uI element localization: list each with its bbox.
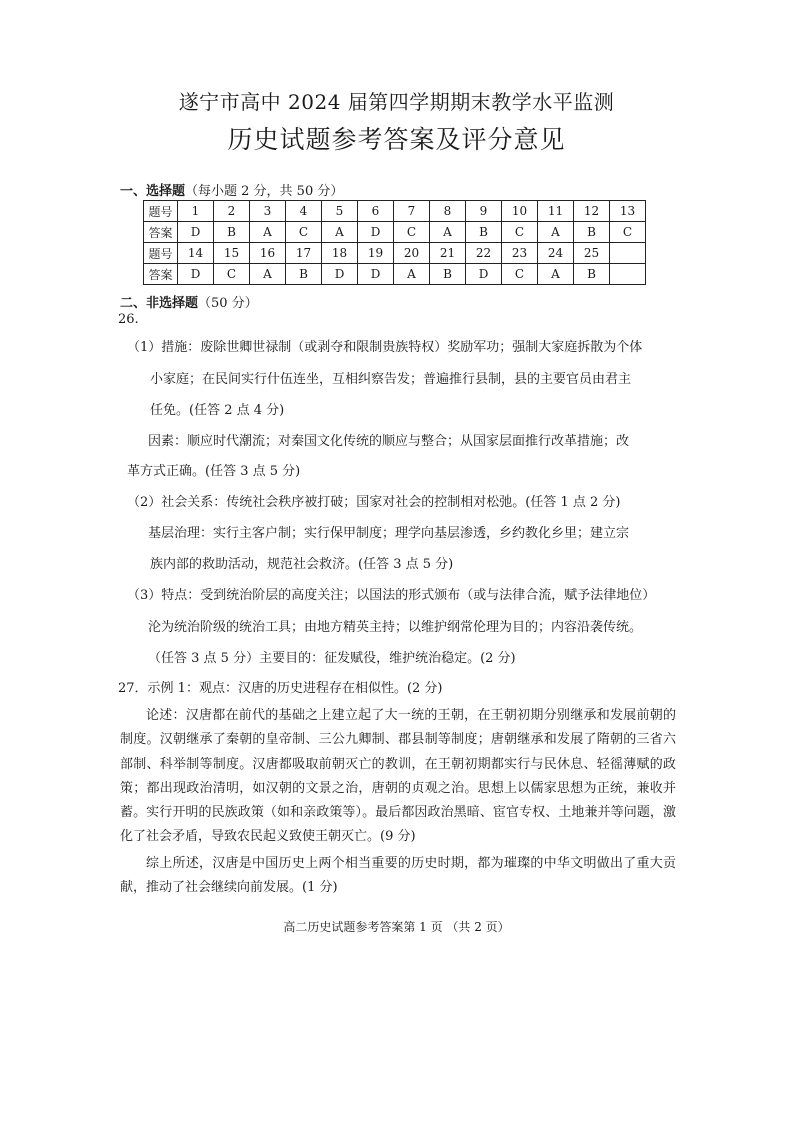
answer-cell: C xyxy=(502,264,538,285)
answer-row xyxy=(144,222,646,243)
answer-cell: C xyxy=(610,222,646,243)
answer-cell: D xyxy=(322,264,358,285)
question-number-cell: 22 xyxy=(466,243,502,264)
q26-part2-line2: 基层治理：实行主客户制；实行保甲制度；理学向基层渗透，乡约教化乡里；建立宗 xyxy=(148,526,630,541)
section-1-label: 一、选择题 xyxy=(120,184,186,199)
answer-cell: B xyxy=(286,264,322,285)
q26-part3-line3: （任答 3 点 5 分）主要目的：征发赋役，维护统治稳定。(2 分) xyxy=(148,651,516,666)
answer-cell: D xyxy=(358,264,394,285)
q26-part1-line5: 革方式正确。(任答 3 点 5 分) xyxy=(127,464,301,479)
question-number-cell: 13 xyxy=(610,201,646,222)
question-number-cell: 4 xyxy=(286,201,322,222)
question-number-cell: 14 xyxy=(178,243,214,264)
question-number-cell xyxy=(610,243,646,264)
document-title: 历史试题参考答案及评分意见 xyxy=(227,125,566,154)
answer-row xyxy=(144,264,646,285)
answer-cell: D xyxy=(178,264,214,285)
question-number-header: 题号 xyxy=(144,243,178,264)
question-26-number: 26. xyxy=(118,312,139,327)
question-number-row xyxy=(144,201,646,222)
answer-cell: B xyxy=(574,222,610,243)
answer-cell: C xyxy=(214,264,250,285)
question-number-cell: 24 xyxy=(538,243,574,264)
page-footer: 高二历史试题参考答案第 1 页 （共 2 页） xyxy=(283,920,510,934)
question-number-cell: 18 xyxy=(322,243,358,264)
question-number-cell: 20 xyxy=(394,243,430,264)
question-number-cell: 10 xyxy=(502,201,538,222)
question-number-cell: 2 xyxy=(214,201,250,222)
section-2-heading xyxy=(120,292,258,311)
answer-cell: C xyxy=(502,222,538,243)
question-number-cell: 19 xyxy=(358,243,394,264)
question-number-cell: 9 xyxy=(466,201,502,222)
q26-part2-line1: （2）社会关系：传统社会秩序被打破；国家对社会的控制相对松弛。(任答 1 点 2 分) xyxy=(127,495,621,510)
answer-cell: C xyxy=(394,222,430,243)
question-number-cell: 21 xyxy=(430,243,466,264)
question-number-cell: 3 xyxy=(250,201,286,222)
exam-title: 遂宁市高中 2024 届第四学期期末教学水平监测 xyxy=(178,90,615,114)
question-number-cell: 15 xyxy=(214,243,250,264)
answer-cell: A xyxy=(250,264,286,285)
answer-cell: C xyxy=(286,222,322,243)
answer-cell: A xyxy=(538,264,574,285)
answer-cell: D xyxy=(178,222,214,243)
answer-cell: A xyxy=(250,222,286,243)
answer-cell: A xyxy=(430,222,466,243)
q26-part1-line3: 任免。(任答 2 点 4 分) xyxy=(150,403,285,418)
question-number-cell: 25 xyxy=(574,243,610,264)
question-number-cell: 8 xyxy=(430,201,466,222)
section-2-note: （50 分） xyxy=(198,296,258,311)
answer-cell: A xyxy=(394,264,430,285)
question-number-cell: 17 xyxy=(286,243,322,264)
answer-header: 答案 xyxy=(144,264,178,285)
answer-cell: B xyxy=(430,264,466,285)
question-number-cell: 11 xyxy=(538,201,574,222)
section-1-note: （每小题 2 分，共 50 分） xyxy=(185,184,344,199)
q26-part2-line3: 族内部的救助活动，规范社会救济。(任答 3 点 5 分) xyxy=(150,557,454,572)
q26-part1-line2: 小家庭；在民间实行什伍连坐，互相纠察告发；普遍推行县制，县的主要官员由君主 xyxy=(150,372,632,387)
answer-table xyxy=(143,200,646,285)
answer-cell xyxy=(610,264,646,285)
q27-paragraph-1: 论述：汉唐都在前代的基础之上建立起了大一统的王朝，在王朝初期分别继承和发展前朝的制度。汉朝继承了秦朝的皇帝制、三公九卿制、郡县制等制度；唐朝继承和发展了隋朝的三省六部制、科举制等制度。汉唐都吸取前朝灭亡的教训，在王朝初期都实行与民休息、轻徭薄赋的政策；都出现政治清明，如汉朝的文景之治，唐朝的贞观之治。思想上以儒家思想为正统，兼收并蓄。实行开明的民族政策（如和亲政策等）。最后都因政治黑暗、宦官专权、土地兼并等问题，激化了社会矛盾，导致农民起义致使王朝灭亡。(9 分) xyxy=(120,708,676,845)
answer-cell: A xyxy=(538,222,574,243)
answer-cell: D xyxy=(358,222,394,243)
question-number-cell: 6 xyxy=(358,201,394,222)
question-number-cell: 5 xyxy=(322,201,358,222)
question-number-cell: 1 xyxy=(178,201,214,222)
q26-part1-line4: 因素：顺应时代潮流；对秦国文化传统的顺应与整合；从国家层面推行改革措施；改 xyxy=(148,434,630,449)
question-number-row xyxy=(144,243,646,264)
question-number-cell: 7 xyxy=(394,201,430,222)
q26-part3-line1: （3）特点：受到统治阶层的高度关注；以国法的形式颁布（或与法律合流，赋予法律地位） xyxy=(127,588,656,603)
answer-cell: D xyxy=(466,264,502,285)
q27-paragraph-2: 综上所述，汉唐是中国历史上两个相当重要的历史时期，都为璀璨的中华文明做出了重大贡献，推动了社会继续向前发展。(1 分) xyxy=(120,856,676,896)
question-number-cell: 23 xyxy=(502,243,538,264)
question-27-line1: 27．示例 1：观点：汉唐的历史进程存在相似性。(2 分) xyxy=(118,681,443,696)
answer-cell: A xyxy=(322,222,358,243)
q26-part3-line2: 沦为统治阶级的统治工具；由地方精英主持；以维护纲常伦理为目的；内容沿袭传统。 xyxy=(148,620,643,635)
question-number-cell: 16 xyxy=(250,243,286,264)
section-1-heading xyxy=(120,180,343,199)
question-number-header: 题号 xyxy=(144,201,178,222)
section-2-label: 二、非选择题 xyxy=(120,296,199,311)
answer-cell: B xyxy=(466,222,502,243)
q26-part1-line1: （1）措施：废除世卿世禄制（或剥夺和限制贵族特权）奖励军功；强制大家庭拆散为个体 xyxy=(127,340,643,355)
answer-cell: B xyxy=(214,222,250,243)
question-number-cell: 12 xyxy=(574,201,610,222)
answer-cell: B xyxy=(574,264,610,285)
answer-header: 答案 xyxy=(144,222,178,243)
